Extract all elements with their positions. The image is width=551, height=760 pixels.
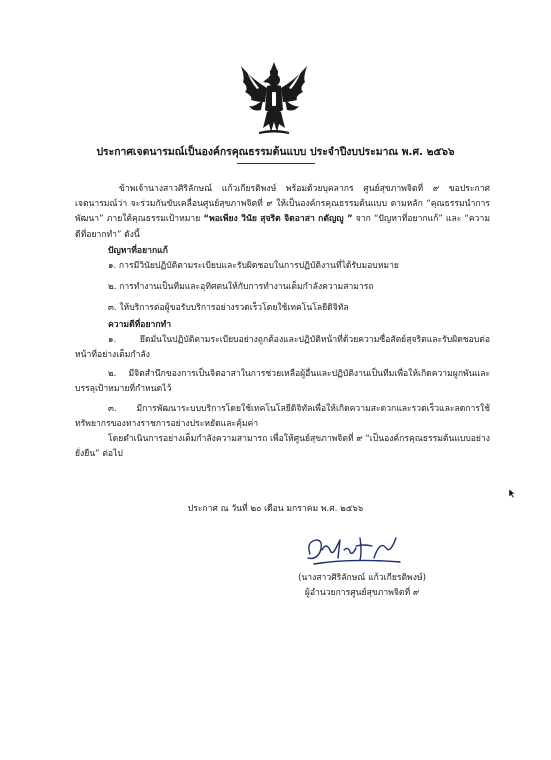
closing-paragraph: โดยดำเนินการอย่างเต็มกำลังความสามารถ เพื่อให้ศูนย์สุขภาพจิตที่ ๙ “เป็นองค์กรคุณธรรมต้นแบบอย่างยั่งยืน” ต่อไป xyxy=(75,434,490,460)
problem-item-2: ๒. การทำงานเป็นทีมและอุทิศตนให้กับการทำงานเต็มกำลังความสามารถ xyxy=(108,282,374,293)
intro-paragraph xyxy=(75,182,490,243)
announcement-date: ประกาศ ณ วันที่ ๒๐ เดือน มกราคม พ.ศ. ๒๕๖๖ xyxy=(187,504,364,514)
page-title: ประกาศเจตนารมณ์เป็นองค์กรคุณธรรมต้นแบบ ประจำปีงบประมาณ พ.ศ. ๒๕๖๖ xyxy=(96,146,455,158)
problem-item-3: ๓. ให้บริการต่อผู้ขอรับบริการอย่างรวดเร็วโดยใช้เทคโนโลยีดิจิทัล xyxy=(108,303,349,314)
signer-position: ผู้อำนวยการศูนย์สุขภาพจิตที่ ๙ xyxy=(304,588,420,598)
good-item-1: ๑. ยึดมั่นในปฏิบัติตามระเบียบอย่างถูกต้องและปฏิบัติหน้าที่ด้วยความซื่อสัตย์สุจริตและรับผิดชอบต่อหน้าที่อย่างเต็มกำลัง xyxy=(75,334,490,361)
title-underline xyxy=(237,163,315,164)
target-virtues: “พอเพียง วินัย สุจริต จิตอาสา กตัญญู ” xyxy=(203,214,353,225)
goods-heading: ความดีที่อยากทำ xyxy=(108,319,172,330)
signer-block xyxy=(282,571,442,601)
garuda-emblem-icon xyxy=(233,58,315,140)
mouse-pointer-icon xyxy=(508,488,517,499)
good-item-2: ๒. มีจิตสำนึกของการเป็นจิตอาสาในการช่วยเหลือผู้อื่นและปฏิบัติงานเป็นทีมเพื่อให้เกิดความผูกพันและบรรลุเป้าหมายที่กำหนดไว้ xyxy=(75,369,490,395)
handwritten-signature xyxy=(300,528,410,572)
intro-text-2: จาก “ปัญหาที่อยากแก้” และ “ความดีที่อยากทำ” ดังนี้ xyxy=(75,214,490,240)
problem-item-1: ๑. การมีวินัยปฏิบัติตามระเบียบและรับผิดชอบในการปฏิบัติงานที่ได้รับมอบหมาย xyxy=(108,261,399,272)
signer-name: (นางสาวศิริลักษณ์ แก้วเกียรติพงษ์) xyxy=(298,573,426,583)
intro-text-1: ข้าพเจ้านางสาวศิริลักษณ์ แก้วเกียรติพงษ์ พร้อมด้วยบุคลากร ศูนย์สุขภาพจิตที่ ๙ ขอประกาศเจตนารมณ์ว่า จะร่วมกันขับเคลื่อนศูนย์สุขภาพจิตที่ ๙ ให้เป็นองค์กรคุณธรรมต้นแบบ ตามหลัก “คุณธรรมนำการพัฒนา” ภายใต้คุณธรรมเป้าหมาย xyxy=(75,184,490,225)
problems-heading: ปัญหาที่อยากแก้ xyxy=(108,245,168,256)
good-item-3: ๓. มีการพัฒนาระบบบริการโดยใช้เทคโนโลยีดิจิทัลเพื่อให้เกิดความสะดวกและรวดเร็วและลดการใช้ทรัพยากรของทางราชการอย่างประหยัดและคุ้มค่า xyxy=(75,403,490,429)
announcement-body xyxy=(75,182,490,462)
